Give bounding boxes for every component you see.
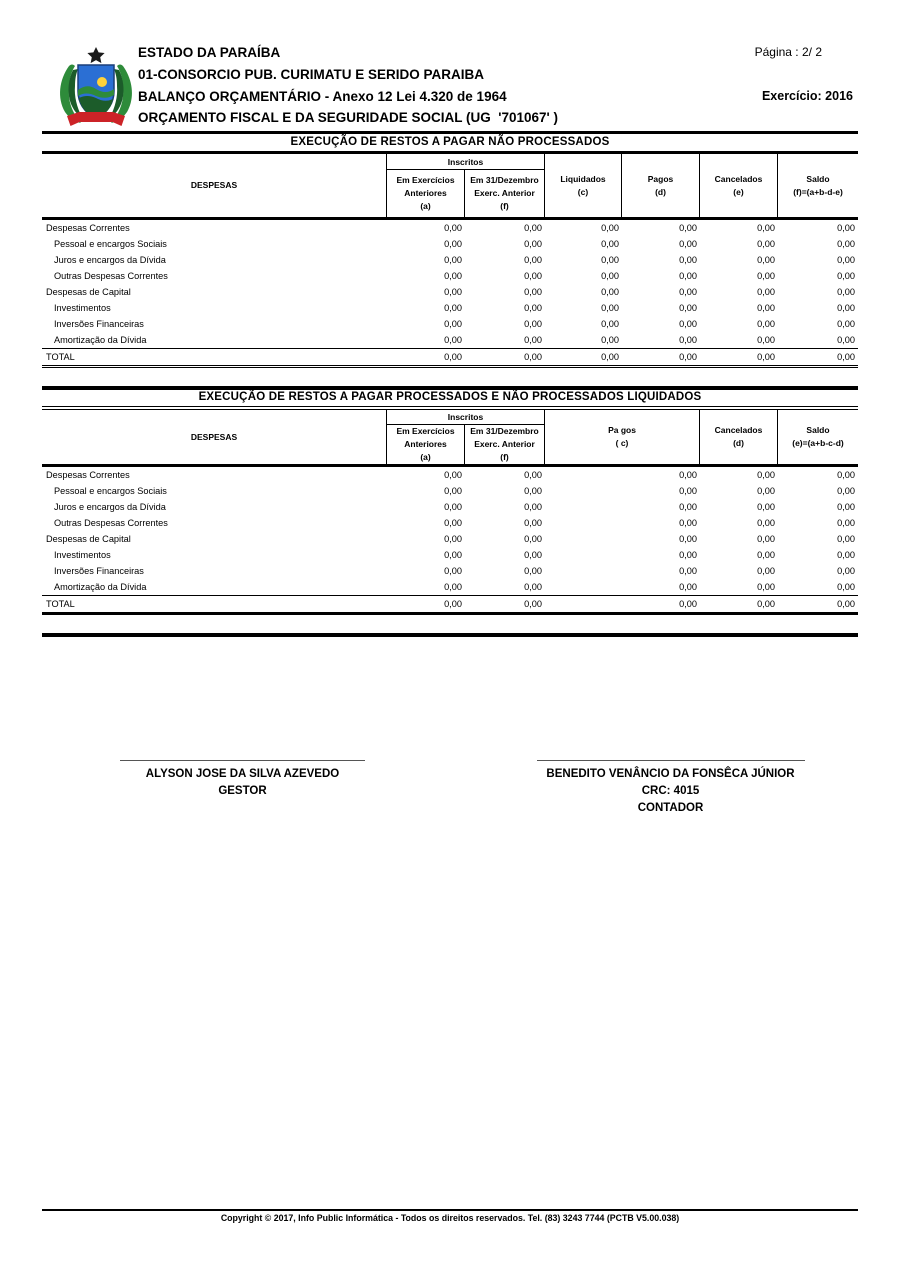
signature-line	[120, 760, 365, 761]
table-row	[42, 236, 858, 252]
column-header-line: (d)	[733, 438, 744, 448]
row-label: TOTAL	[46, 351, 75, 362]
value-cell: 0,00	[524, 486, 542, 496]
value-cell: 0,00	[837, 335, 855, 345]
table-row	[42, 547, 858, 563]
column-header-despesas	[42, 154, 386, 217]
table-row	[42, 316, 858, 332]
value-cell: 0,00	[601, 351, 619, 362]
value-cell: 0,00	[444, 518, 462, 528]
value-cell: 0,00	[524, 303, 542, 313]
value-cell: 0,00	[679, 486, 697, 496]
value-cell: 0,00	[524, 287, 542, 297]
value-cell: 0,00	[679, 271, 697, 281]
value-cell: 0,00	[444, 550, 462, 560]
value-cell: 0,00	[837, 566, 855, 576]
value-cell: 0,00	[837, 271, 855, 281]
value-cell: 0,00	[837, 550, 855, 560]
column-header-label: DESPESAS	[190, 180, 238, 190]
signature-role: GESTOR	[218, 785, 267, 797]
value-cell: 0,00	[444, 271, 462, 281]
row-label: Inversões Financeiras	[54, 319, 144, 329]
value-cell: 0,00	[679, 319, 697, 329]
value-cell: 0,00	[679, 502, 697, 512]
value-cell: 0,00	[837, 598, 855, 609]
value-cell: 0,00	[524, 502, 542, 512]
column-header-label: DESPESAS	[190, 431, 238, 442]
value-cell: 0,00	[444, 239, 462, 249]
column-header-line: ( c)	[615, 438, 629, 448]
value-cell: 0,00	[757, 598, 775, 609]
table-row	[42, 579, 858, 595]
table-row	[42, 268, 858, 284]
header-rule	[42, 131, 858, 134]
table-row	[42, 499, 858, 515]
value-cell: 0,00	[679, 534, 697, 544]
value-cell: 0,00	[601, 287, 619, 297]
value-cell: 0,00	[837, 239, 855, 249]
value-cell: 0,00	[757, 239, 775, 249]
row-label: Investimentos	[54, 303, 111, 313]
table-row	[42, 220, 858, 236]
table2-title: EXECUÇÃO DE RESTOS A PAGAR PROCESSADOS E NÃO PROCESSADOS LIQUIDADOS	[198, 391, 702, 403]
value-cell: 0,00	[601, 319, 619, 329]
row-label: TOTAL	[46, 598, 75, 609]
value-cell: 0,00	[524, 550, 542, 560]
value-cell: 0,00	[837, 319, 855, 329]
table1-bottom-double-line	[42, 365, 858, 369]
column-header-cell	[465, 170, 544, 217]
value-cell: 0,00	[837, 518, 855, 528]
column-header-line: Anteriores	[404, 439, 447, 449]
value-cell: 0,00	[837, 470, 855, 480]
value-cell: 0,00	[679, 303, 697, 313]
value-cell: 0,00	[524, 223, 542, 233]
signature-block-contador	[498, 760, 843, 817]
column-header-line: (a)	[420, 452, 431, 462]
exercise-year-label: Exercício: 2016	[761, 89, 853, 103]
table-row	[42, 563, 858, 579]
column-header-cell	[545, 154, 622, 217]
value-cell: 0,00	[524, 239, 542, 249]
value-cell: 0,00	[837, 351, 855, 362]
column-header-cell	[778, 410, 858, 464]
value-cell: 0,00	[837, 486, 855, 496]
table-row	[42, 467, 858, 483]
row-label: Despesas de Capital	[46, 534, 131, 544]
table-row	[42, 332, 858, 348]
row-label: Investimentos	[54, 550, 111, 560]
value-cell: 0,00	[524, 351, 542, 362]
org-header-block	[138, 42, 558, 129]
value-cell: 0,00	[444, 486, 462, 496]
sun	[97, 77, 107, 87]
value-cell: 0,00	[601, 271, 619, 281]
column-header-cell	[545, 410, 700, 464]
value-cell: 0,00	[757, 303, 775, 313]
value-cell: 0,00	[679, 470, 697, 480]
value-cell: 0,00	[444, 287, 462, 297]
row-label: Despesas Correntes	[46, 223, 130, 233]
value-cell: 0,00	[757, 486, 775, 496]
column-header-line: Cancelados	[714, 425, 763, 435]
value-cell: 0,00	[444, 351, 462, 362]
value-cell: 0,00	[757, 287, 775, 297]
column-header-line: (c)	[577, 186, 589, 197]
value-cell: 0,00	[444, 582, 462, 592]
row-label: Inversões Financeiras	[54, 566, 144, 576]
value-cell: 0,00	[524, 335, 542, 345]
table-total-row	[42, 348, 858, 364]
value-cell: 0,00	[757, 470, 775, 480]
value-cell: 0,00	[524, 470, 542, 480]
value-cell: 0,00	[444, 223, 462, 233]
ribbon	[67, 112, 125, 126]
column-header-cell	[700, 410, 778, 464]
value-cell: 0,00	[837, 303, 855, 313]
column-header-line: Liquidados	[560, 173, 606, 184]
signature-name: ALYSON JOSE DA SILVA AZEVEDO	[145, 768, 340, 780]
value-cell: 0,00	[444, 319, 462, 329]
column-header-line: (e)=(a+b-c-d)	[792, 438, 844, 448]
value-cell: 0,00	[757, 351, 775, 362]
column-header-line: Saldo	[806, 425, 830, 435]
inscritos-group-label: Inscritos	[387, 154, 544, 170]
signature-name: BENEDITO VENÂNCIO DA FONSÊCA JÚNIOR	[546, 768, 795, 780]
signature-role: CONTADOR	[637, 802, 704, 814]
value-cell: 0,00	[601, 303, 619, 313]
column-header-line: Exerc. Anterior	[474, 188, 535, 198]
signature-block-gestor	[95, 760, 390, 800]
value-cell: 0,00	[757, 534, 775, 544]
column-group-inscritos	[386, 410, 545, 464]
column-header-line: Pa gos	[608, 425, 636, 435]
row-label: Juros e encargos da Dívida	[54, 502, 166, 512]
column-header-line: (f)	[500, 452, 509, 462]
table-total-row	[42, 595, 858, 611]
column-header-line: Anteriores	[404, 188, 447, 198]
column-header-line: (f)=(a+b-d-e)	[793, 186, 843, 197]
footer-rule	[42, 1209, 858, 1211]
column-header-cell	[778, 154, 858, 217]
column-header-line: Saldo	[806, 173, 830, 184]
value-cell: 0,00	[444, 303, 462, 313]
value-cell: 0,00	[757, 319, 775, 329]
footer-copyright: Copyright © 2017, Info Public Informática - Todos os direitos reservados. Tel. (83) 3243 7744 (PCTB V5.00.038)	[220, 1213, 680, 1223]
table2-body	[42, 467, 858, 611]
column-header-line: Em 31/Dezembro	[470, 175, 539, 185]
star-icon	[87, 47, 104, 63]
value-cell: 0,00	[679, 255, 697, 265]
value-cell: 0,00	[679, 239, 697, 249]
value-cell: 0,00	[757, 223, 775, 233]
table-row	[42, 531, 858, 547]
value-cell: 0,00	[524, 255, 542, 265]
value-cell: 0,00	[601, 223, 619, 233]
value-cell: 0,00	[679, 335, 697, 345]
value-cell: 0,00	[524, 534, 542, 544]
row-label: Outras Despesas Correntes	[54, 271, 168, 281]
value-cell: 0,00	[444, 566, 462, 576]
table-row	[42, 284, 858, 300]
value-cell: 0,00	[679, 518, 697, 528]
row-label: Pessoal e encargos Sociais	[54, 239, 167, 249]
column-header-line: Em Exercícios	[396, 175, 455, 185]
table-row	[42, 252, 858, 268]
value-cell: 0,00	[757, 502, 775, 512]
signature-line	[537, 760, 805, 761]
column-header-cell	[387, 170, 465, 217]
value-cell: 0,00	[444, 502, 462, 512]
value-cell: 0,00	[601, 335, 619, 345]
value-cell: 0,00	[837, 582, 855, 592]
value-cell: 0,00	[524, 598, 542, 609]
page-number-label: Página : 2/ 2	[754, 45, 822, 59]
signature-crc: CRC: 4015	[641, 785, 700, 797]
org-line-state: ESTADO DA PARAÍBA	[138, 45, 281, 60]
column-header-line: Pagos	[647, 173, 674, 184]
table-row	[42, 483, 858, 499]
table-row	[42, 300, 858, 316]
value-cell: 0,00	[679, 223, 697, 233]
org-line-entity: 01-CONSORCIO PUB. CURIMATU E SERIDO PARAIBA	[138, 66, 485, 82]
value-cell: 0,00	[444, 335, 462, 345]
column-header-cell	[622, 154, 700, 217]
value-cell: 0,00	[444, 598, 462, 609]
column-header-cell	[465, 425, 544, 464]
value-cell: 0,00	[679, 566, 697, 576]
table1-body	[42, 220, 858, 364]
value-cell: 0,00	[757, 518, 775, 528]
column-header-line: Exerc. Anterior	[474, 439, 535, 449]
value-cell: 0,00	[601, 239, 619, 249]
value-cell: 0,00	[444, 534, 462, 544]
value-cell: 0,00	[757, 335, 775, 345]
value-cell: 0,00	[757, 566, 775, 576]
value-cell: 0,00	[837, 255, 855, 265]
column-header-line: (f)	[500, 201, 509, 211]
table1-header	[42, 151, 858, 220]
column-header-line: Em 31/Dezembro	[470, 426, 539, 436]
value-cell: 0,00	[757, 271, 775, 281]
value-cell: 0,00	[837, 287, 855, 297]
paraiba-coat-of-arms-logo	[55, 46, 137, 132]
value-cell: 0,00	[679, 287, 697, 297]
value-cell: 0,00	[679, 550, 697, 560]
value-cell: 0,00	[524, 582, 542, 592]
column-header-despesas	[42, 410, 386, 464]
value-cell: 0,00	[757, 255, 775, 265]
column-header-line: (d)	[655, 186, 666, 197]
value-cell: 0,00	[524, 271, 542, 281]
table-row	[42, 515, 858, 531]
value-cell: 0,00	[601, 255, 619, 265]
row-label: Pessoal e encargos Sociais	[54, 486, 167, 496]
value-cell: 0,00	[524, 518, 542, 528]
row-label: Despesas Correntes	[46, 470, 130, 480]
row-label: Amortização da Dívida	[54, 335, 147, 345]
value-cell: 0,00	[524, 566, 542, 576]
value-cell: 0,00	[679, 351, 697, 362]
value-cell: 0,00	[444, 470, 462, 480]
column-header-line: Em Exercícios	[396, 426, 455, 436]
row-label: Outras Despesas Correntes	[54, 518, 168, 528]
value-cell: 0,00	[837, 223, 855, 233]
value-cell: 0,00	[524, 319, 542, 329]
row-label: Amortização da Dívida	[54, 582, 147, 592]
column-group-inscritos	[386, 154, 545, 217]
value-cell: 0,00	[444, 255, 462, 265]
org-line-budget: ORÇAMENTO FISCAL E DA SEGURIDADE SOCIAL (UG '701067' )	[138, 110, 558, 126]
value-cell: 0,00	[837, 534, 855, 544]
row-label: Juros e encargos da Dívida	[54, 255, 166, 265]
table2-header	[42, 410, 858, 467]
row-label: Despesas de Capital	[46, 287, 131, 297]
value-cell: 0,00	[757, 582, 775, 592]
value-cell: 0,00	[679, 582, 697, 592]
section-closing-rule	[42, 633, 858, 637]
section-separator-rule	[42, 386, 858, 390]
column-header-line: (a)	[420, 201, 431, 211]
org-line-report: BALANÇO ORÇAMENTÁRIO - Anexo 12 Lei 4.320 de 1964	[138, 88, 507, 104]
inscritos-group-label: Inscritos	[387, 410, 544, 425]
inscritos-subcolumns	[387, 425, 544, 464]
column-header-cell	[387, 425, 465, 464]
column-header-line: Cancelados	[714, 173, 763, 184]
column-header-line: (e)	[733, 186, 744, 197]
value-cell: 0,00	[679, 598, 697, 609]
value-cell: 0,00	[837, 502, 855, 512]
column-header-cell	[700, 154, 778, 217]
table1-title: EXECUÇÃO DE RESTOS A PAGAR NÃO PROCESSADOS	[290, 136, 610, 148]
inscritos-subcolumns	[387, 170, 544, 217]
value-cell: 0,00	[757, 550, 775, 560]
table2-bottom-line	[42, 612, 858, 615]
